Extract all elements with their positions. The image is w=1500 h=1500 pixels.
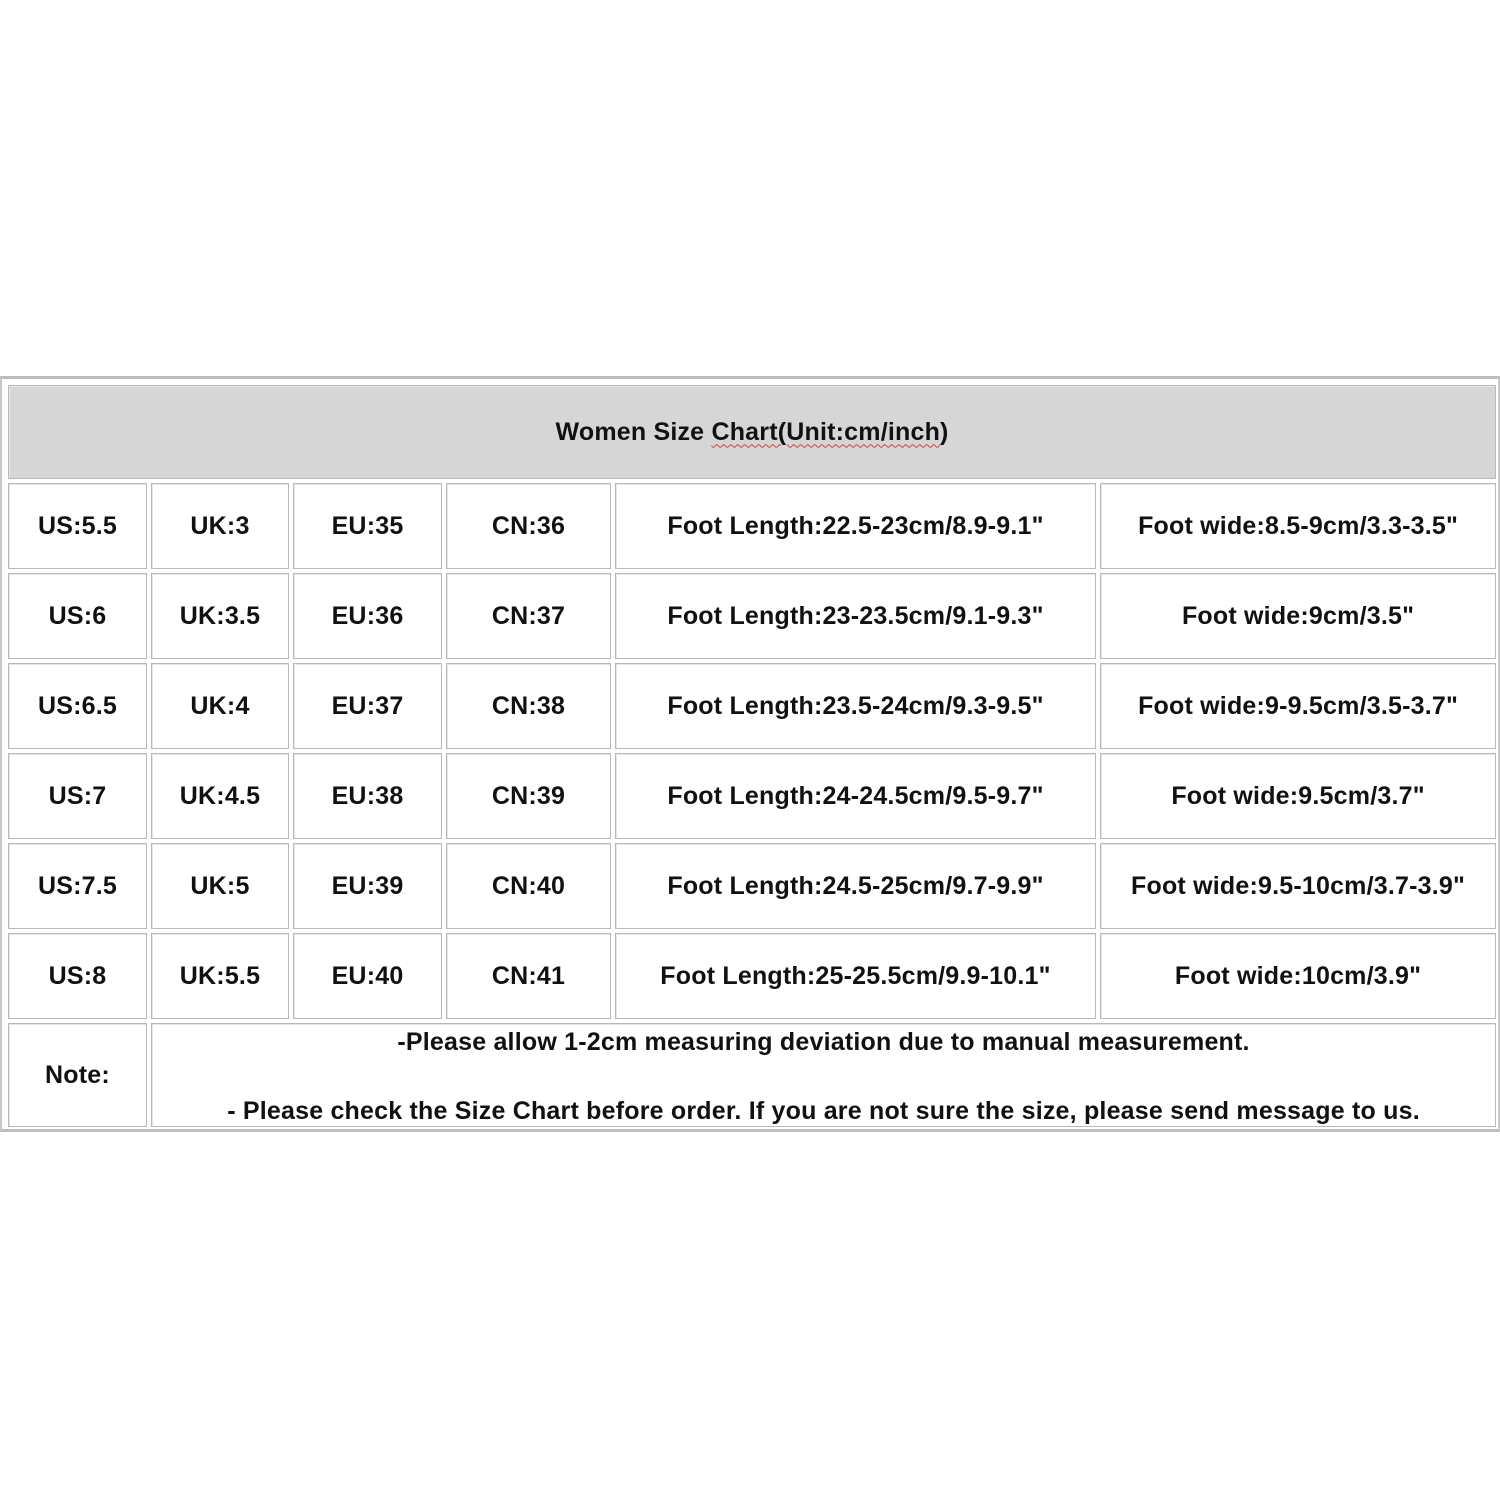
foot-length-cell: Foot Length:24-24.5cm/9.5-9.7" [615, 753, 1096, 839]
eu-size-cell: EU:36 [293, 573, 442, 659]
note-line-deviation: -Please allow 1-2cm measuring deviation due to manual measurement. [397, 1028, 1250, 1056]
us-size-cell: US:7.5 [8, 843, 147, 929]
uk-size-cell: UK:4.5 [151, 753, 289, 839]
size-row [8, 483, 1496, 569]
foot-wide-cell: Foot wide:8.5-9cm/3.3-3.5" [1100, 483, 1496, 569]
uk-size-cell: UK:3 [151, 483, 289, 569]
chart-title-suffix: ) [940, 417, 949, 446]
us-size-cell: US:8 [8, 933, 147, 1019]
size-row [8, 843, 1496, 929]
cn-size-cell: CN:36 [446, 483, 611, 569]
cn-size-cell: CN:41 [446, 933, 611, 1019]
eu-size-cell: EU:39 [293, 843, 442, 929]
cn-size-cell: CN:39 [446, 753, 611, 839]
us-size-cell: US:5.5 [8, 483, 147, 569]
eu-size-cell: EU:35 [293, 483, 442, 569]
note-body [151, 1023, 1496, 1127]
us-size-cell: US:6 [8, 573, 147, 659]
uk-size-cell: UK:3.5 [151, 573, 289, 659]
eu-size-cell: EU:40 [293, 933, 442, 1019]
eu-size-cell: EU:37 [293, 663, 442, 749]
note-line-check-chart: - Please check the Size Chart before order. If you are not sure the size, please send message to us. [227, 1097, 1420, 1125]
chart-title-underlined: Chart(Unit:cm/inch [711, 417, 941, 446]
foot-length-cell: Foot Length:24.5-25cm/9.7-9.9" [615, 843, 1096, 929]
foot-length-cell: Foot Length:23.5-24cm/9.3-9.5" [615, 663, 1096, 749]
uk-size-cell: UK:4 [151, 663, 289, 749]
foot-wide-cell: Foot wide:10cm/3.9" [1100, 933, 1496, 1019]
cn-size-cell: CN:40 [446, 843, 611, 929]
foot-wide-cell: Foot wide:9cm/3.5" [1100, 573, 1496, 659]
size-row [8, 933, 1496, 1019]
uk-size-cell: UK:5.5 [151, 933, 289, 1019]
eu-size-cell: EU:38 [293, 753, 442, 839]
foot-length-cell: Foot Length:22.5-23cm/8.9-9.1" [615, 483, 1096, 569]
size-row [8, 573, 1496, 659]
note-label: Note: [8, 1023, 147, 1127]
cn-size-cell: CN:37 [446, 573, 611, 659]
size-row [8, 663, 1496, 749]
foot-wide-cell: Foot wide:9.5cm/3.7" [1100, 753, 1496, 839]
foot-length-cell: Foot Length:25-25.5cm/9.9-10.1" [615, 933, 1096, 1019]
uk-size-cell: UK:5 [151, 843, 289, 929]
size-chart-table [4, 381, 1500, 1131]
foot-wide-cell: Foot wide:9-9.5cm/3.5-3.7" [1100, 663, 1496, 749]
size-row [8, 753, 1496, 839]
chart-title [8, 385, 1496, 479]
chart-title-prefix: Women Size [555, 417, 712, 446]
foot-wide-cell: Foot wide:9.5-10cm/3.7-3.9" [1100, 843, 1496, 929]
size-chart-frame [0, 376, 1500, 1132]
us-size-cell: US:7 [8, 753, 147, 839]
note-row [8, 1023, 1496, 1127]
us-size-cell: US:6.5 [8, 663, 147, 749]
foot-length-cell: Foot Length:23-23.5cm/9.1-9.3" [615, 573, 1096, 659]
cn-size-cell: CN:38 [446, 663, 611, 749]
